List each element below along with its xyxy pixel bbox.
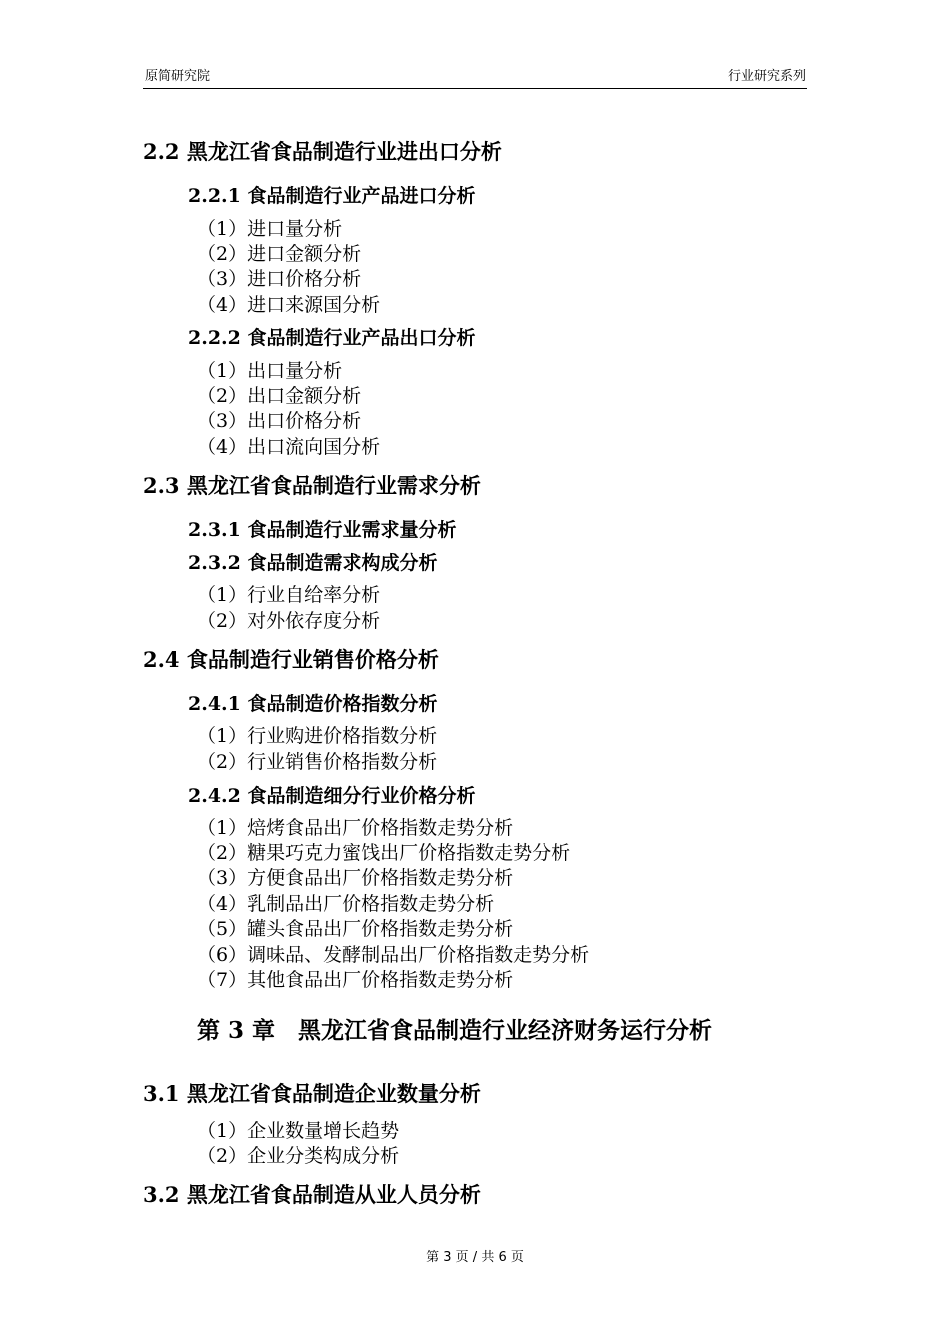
list-item: （2）行业销售价格指数分析: [197, 751, 438, 773]
list-item: （1）企业数量增长趋势: [197, 1120, 400, 1142]
list-item: （3）出口价格分析: [197, 410, 362, 432]
heading-2-2-2: 2.2.2 食品制造行业产品出口分析: [188, 327, 476, 349]
heading-2-4-2: 2.4.2 食品制造细分行业价格分析: [188, 785, 476, 807]
heading-3-2: 3.2 黑龙江省食品制造从业人员分析: [143, 1182, 481, 1207]
list-item: （7）其他食品出厂价格指数走势分析: [197, 969, 514, 991]
list-item: （1）出口量分析: [197, 360, 343, 382]
list-item: （2）对外依存度分析: [197, 610, 381, 632]
list-item: （3）进口价格分析: [197, 268, 362, 290]
heading-2-3-2: 2.3.2 食品制造需求构成分析: [188, 552, 438, 574]
list-item: （1）行业购进价格指数分析: [197, 725, 438, 747]
list-item: （4）进口来源国分析: [197, 294, 381, 316]
heading-2-3: 2.3 黑龙江省食品制造行业需求分析: [143, 473, 481, 498]
heading-2-2: 2.2 黑龙江省食品制造行业进出口分析: [143, 139, 502, 164]
list-item: （4）出口流向国分析: [197, 436, 381, 458]
list-item: （2）糖果巧克力蜜饯出厂价格指数走势分析: [197, 842, 571, 864]
heading-2-4: 2.4 食品制造行业销售价格分析: [143, 647, 439, 672]
heading-2-2-1: 2.2.1 食品制造行业产品进口分析: [188, 185, 476, 207]
list-item: （3）方便食品出厂价格指数走势分析: [197, 867, 514, 889]
list-item: （1）进口量分析: [197, 218, 343, 240]
heading-3-1: 3.1 黑龙江省食品制造企业数量分析: [143, 1081, 481, 1106]
list-item: （6）调味品、发酵制品出厂价格指数走势分析: [197, 944, 590, 966]
chapter-title: 第 3 章 黑龙江省食品制造行业经济财务运行分析: [197, 1017, 713, 1044]
page-number: 第 3 页 / 共 6 页: [426, 1250, 524, 1265]
list-item: （1）焙烤食品出厂价格指数走势分析: [197, 817, 514, 839]
list-item: （2）进口金额分析: [197, 243, 362, 265]
list-item: （4）乳制品出厂价格指数走势分析: [197, 893, 495, 915]
list-item: （2）出口金额分析: [197, 385, 362, 407]
list-item: （5）罐头食品出厂价格指数走势分析: [197, 918, 514, 940]
list-item: （2）企业分类构成分析: [197, 1145, 400, 1167]
heading-2-4-1: 2.4.1 食品制造价格指数分析: [188, 693, 438, 715]
header-series-name: 行业研究系列: [727, 69, 806, 84]
list-item: （1）行业自给率分析: [197, 584, 381, 606]
header-divider: [143, 88, 807, 89]
header-org-name: 原简研究院: [145, 69, 211, 84]
heading-2-3-1: 2.3.1 食品制造行业需求量分析: [188, 519, 457, 541]
